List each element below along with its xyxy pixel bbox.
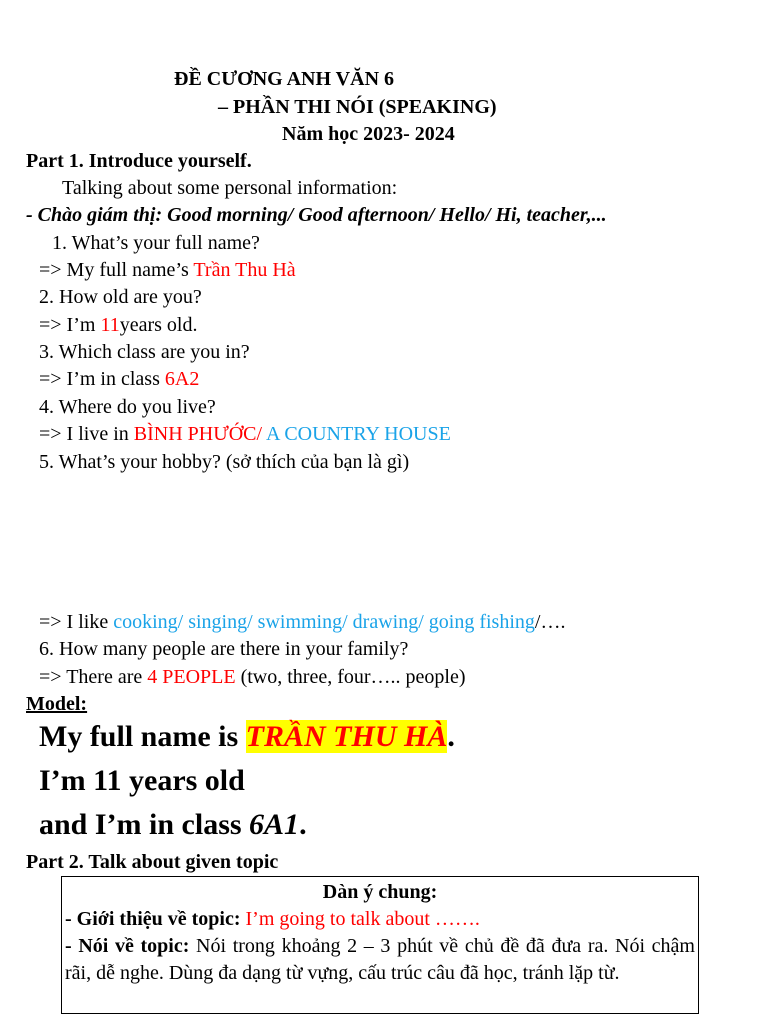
answer-3-prefix: => I’m in class xyxy=(39,368,165,390)
outline-item-body xyxy=(65,933,695,987)
part1-heading: Part 1. Introduce yourself. xyxy=(26,150,252,172)
answer-1-value: Trần Thu Hà xyxy=(193,259,296,281)
question-3: 3. Which class are you in? xyxy=(39,341,250,363)
outline-title: Dàn ý chung: xyxy=(322,881,438,903)
answer-4-prefix: => I live in xyxy=(39,423,134,445)
answer-1-prefix: => My full name’s xyxy=(39,259,194,281)
answer-2 xyxy=(39,313,197,337)
model-line-1-prefix: My full name is xyxy=(39,720,246,753)
answer-3-value: 6A2 xyxy=(164,368,200,390)
outline-item-intro-text: I’m going to talk about ……. xyxy=(240,908,480,930)
question-4: 4. Where do you live? xyxy=(39,396,216,418)
answer-1 xyxy=(39,258,296,282)
outline-item-intro-label: - Giới thiệu về topic: xyxy=(65,908,241,930)
question-5: 5. What’s your hobby? (sở thích của bạn là gì) xyxy=(39,451,410,473)
model-highlighted-name: TRẦN THU HÀ xyxy=(245,720,448,753)
answer-2-suffix: years old. xyxy=(119,314,198,336)
model-line-3-prefix: and I’m in class xyxy=(39,808,250,841)
answer-6 xyxy=(39,665,466,689)
model-class-value: 6A1 xyxy=(249,808,300,841)
model-line-3-suffix: . xyxy=(299,808,307,841)
document-title: ĐỀ CƯƠNG ANH VĂN 6 xyxy=(174,68,395,90)
part2-heading: Part 2. Talk about given topic xyxy=(26,851,279,873)
question-6: 6. How many people are there in your family? xyxy=(39,638,409,660)
answer-4-value-red: BÌNH PHƯỚC/ xyxy=(133,423,263,445)
answer-6-value: 4 PEOPLE xyxy=(147,666,236,688)
outline-box xyxy=(61,876,699,1014)
greeting-line: - Chào giám thị: Good morning/ Good afternoon/ Hello/ Hi, teacher,... xyxy=(26,204,607,226)
answer-5 xyxy=(39,610,565,634)
answer-5-prefix: => I like xyxy=(39,611,114,633)
answer-6-prefix: => There are xyxy=(39,666,148,688)
model-line-1 xyxy=(39,718,455,756)
answer-4 xyxy=(39,422,451,446)
outline-item-body-text: Nói trong khoảng 2 – 3 phút về chủ đề đã đưa ra. Nói chậm rãi, dễ nghe. Dùng đa dạng từ vựng, cấu trúc câu đã học, tránh lặp từ. xyxy=(65,935,695,984)
answer-2-prefix: => I’m xyxy=(39,314,101,336)
answer-5-suffix: /…. xyxy=(534,611,566,633)
question-1: 1. What’s your full name? xyxy=(52,232,260,254)
answer-3 xyxy=(39,367,199,391)
model-line-1-suffix: . xyxy=(447,720,455,753)
document-subtitle: – PHẦN THI NÓI (SPEAKING) xyxy=(218,96,497,118)
part1-intro: Talking about some personal information: xyxy=(62,177,398,199)
model-label: Model: xyxy=(26,693,88,715)
model-line-2: I’m 11 years old xyxy=(39,764,245,797)
question-2: 2. How old are you? xyxy=(39,286,202,308)
outline-item-body-label: - Nói về topic: xyxy=(65,935,190,957)
answer-4-value-blue: A COUNTRY HOUSE xyxy=(262,423,451,445)
school-year: Năm học 2023- 2024 xyxy=(282,123,455,145)
model-line-3 xyxy=(39,806,307,844)
answer-5-value: cooking/ singing/ swimming/ drawing/ going fishing xyxy=(113,611,535,633)
answer-2-value: 11 xyxy=(100,314,120,336)
answer-6-suffix: (two, three, four….. people) xyxy=(235,666,466,688)
outline-item-intro xyxy=(65,906,695,933)
